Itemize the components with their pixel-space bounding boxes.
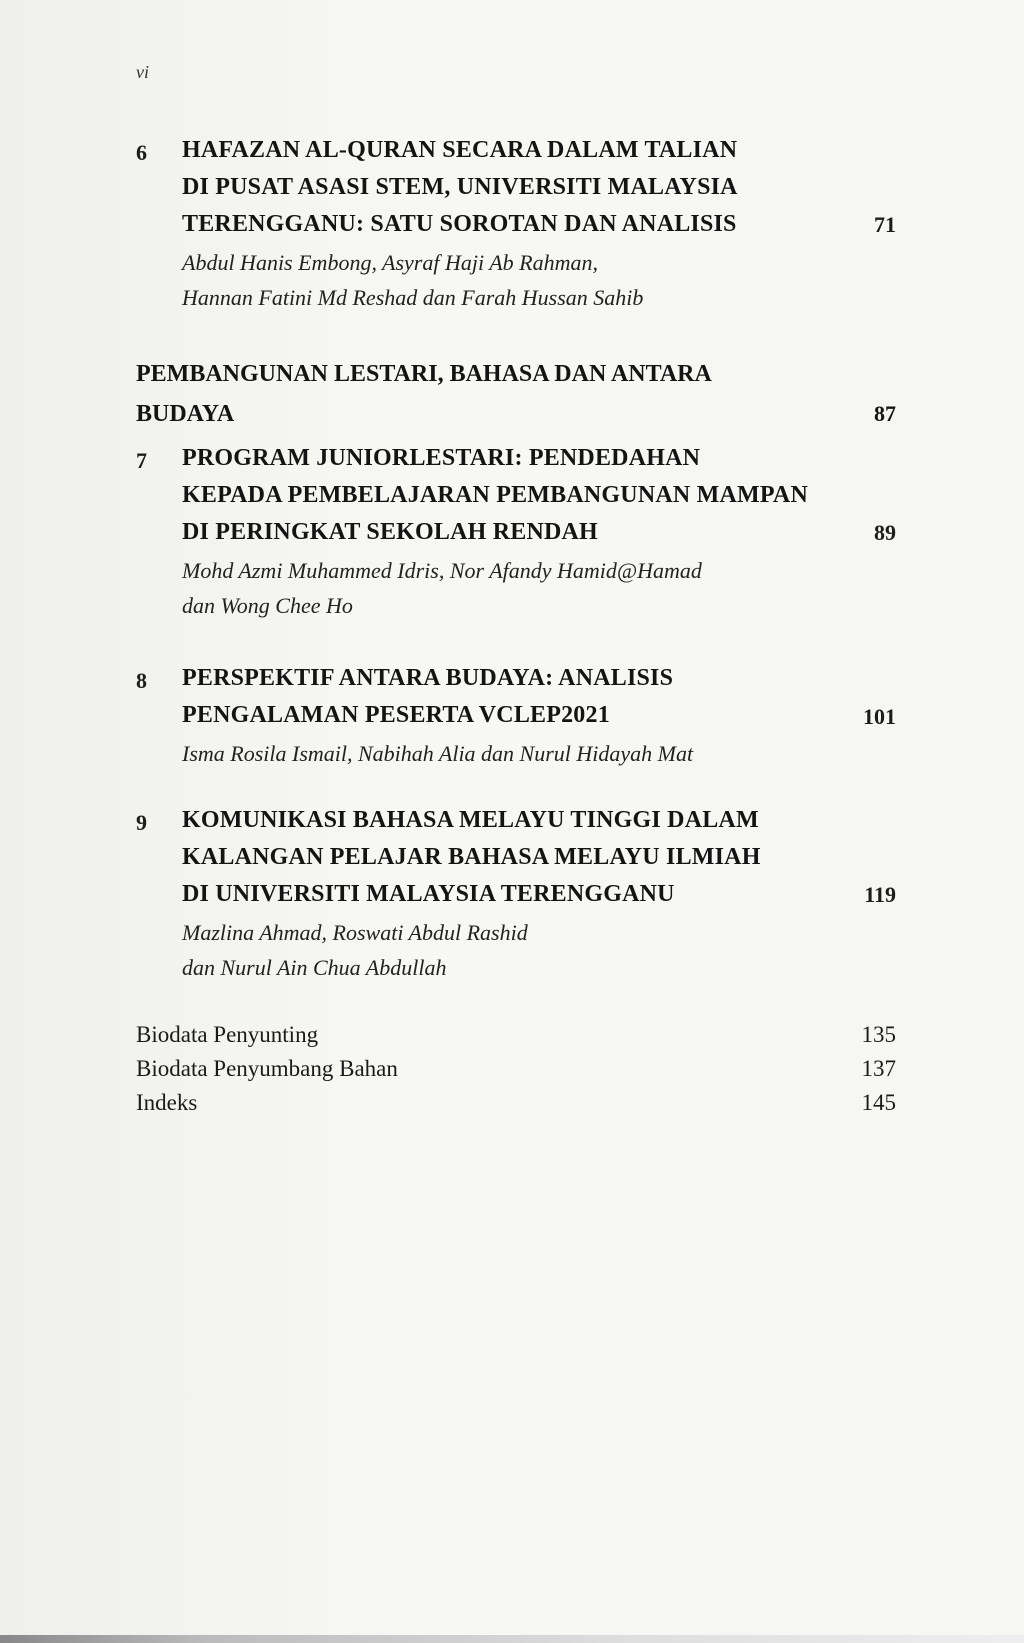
chapter-title-line: PENGALAMAN PESERTA VCLEP2021	[182, 702, 610, 728]
chapter-number: 6	[136, 140, 147, 165]
chapter-title-line: PERSPEKTIF ANTARA BUDAYA: ANALISIS	[182, 665, 674, 691]
chapter-title	[182, 440, 896, 551]
author-line: Mazlina Ahmad, Roswati Abdul Rashid	[182, 920, 528, 945]
chapter-title	[182, 132, 896, 243]
chapter-page-number: 71	[874, 212, 896, 237]
back-matter-list	[136, 1018, 896, 1120]
entry-page-number: 137	[861, 1056, 896, 1081]
author-line: dan Nurul Ain Chua Abdullah	[182, 955, 447, 980]
chapter-title-line: KALANGAN PELAJAR BAHASA MELAYU ILMIAH	[182, 844, 761, 870]
page-bottom-edge	[0, 1635, 1024, 1643]
author-line: dan Wong Chee Ho	[182, 593, 353, 618]
chapter-page-number: 89	[874, 520, 896, 545]
entry-page-number: 135	[861, 1022, 896, 1047]
chapter-title-line: HAFAZAN AL-QURAN SECARA DALAM TALIAN	[182, 137, 738, 163]
chapter-number: 9	[136, 810, 147, 835]
page-number: vi	[136, 62, 149, 82]
entry-label: Biodata Penyumbang Bahan	[136, 1056, 398, 1081]
entry-label: Biodata Penyunting	[136, 1022, 319, 1047]
chapter-title-line: KEPADA PEMBELAJARAN PEMBANGUNAN MAMPAN	[182, 482, 808, 508]
toc-entry-biodata-penyunting[interactable]	[136, 1018, 896, 1052]
chapter-authors	[182, 553, 896, 623]
section-title-line: BUDAYA	[136, 401, 235, 427]
author-line: Hannan Fatini Md Reshad dan Farah Hussan Sahib	[182, 285, 644, 310]
chapter-authors	[182, 736, 896, 771]
toc-entry-chapter-8[interactable]	[136, 660, 896, 771]
chapter-authors	[182, 915, 896, 985]
author-line: Abdul Hanis Embong, Asyraf Haji Ab Rahman,	[182, 250, 598, 275]
author-line: Mohd Azmi Muhammed Idris, Nor Afandy Hamid@Hamad	[182, 558, 702, 583]
chapter-title-line: DI UNIVERSITI MALAYSIA TERENGGANU	[182, 881, 675, 907]
toc-entry-chapter-7[interactable]	[136, 440, 896, 623]
author-line: Isma Rosila Ismail, Nabihah Alia dan Nurul Hidayah Mat	[182, 741, 694, 766]
chapter-title-line: DI PERINGKAT SEKOLAH RENDAH	[182, 519, 598, 545]
entry-label: Indeks	[136, 1090, 198, 1115]
entry-page-number: 145	[861, 1090, 896, 1115]
chapter-title-line: KOMUNIKASI BAHASA MELAYU TINGGI DALAM	[182, 807, 759, 833]
chapter-title-line: DI PUSAT ASASI STEM, UNIVERSITI MALAYSIA	[182, 174, 738, 200]
toc-entry-chapter-9[interactable]	[136, 802, 896, 985]
section-page-number: 87	[874, 401, 896, 426]
chapter-title-line: PROGRAM JUNIORLESTARI: PENDEDAHAN	[182, 445, 701, 471]
chapter-title	[182, 802, 896, 913]
chapter-title	[182, 660, 896, 734]
toc-entry-indeks[interactable]	[136, 1086, 896, 1120]
chapter-page-number: 119	[864, 882, 896, 907]
toc-entry-biodata-penyumbang[interactable]	[136, 1052, 896, 1086]
toc-section-heading[interactable]	[136, 354, 896, 434]
chapter-title-line: TERENGGANU: SATU SOROTAN DAN ANALISIS	[182, 211, 737, 237]
toc-entry-chapter-6[interactable]	[136, 132, 896, 315]
chapter-page-number: 101	[863, 704, 896, 729]
chapter-authors	[182, 245, 896, 315]
chapter-number: 7	[136, 448, 147, 473]
section-title-line: PEMBANGUNAN LESTARI, BAHASA DAN ANTARA	[136, 361, 712, 387]
chapter-number: 8	[136, 668, 147, 693]
